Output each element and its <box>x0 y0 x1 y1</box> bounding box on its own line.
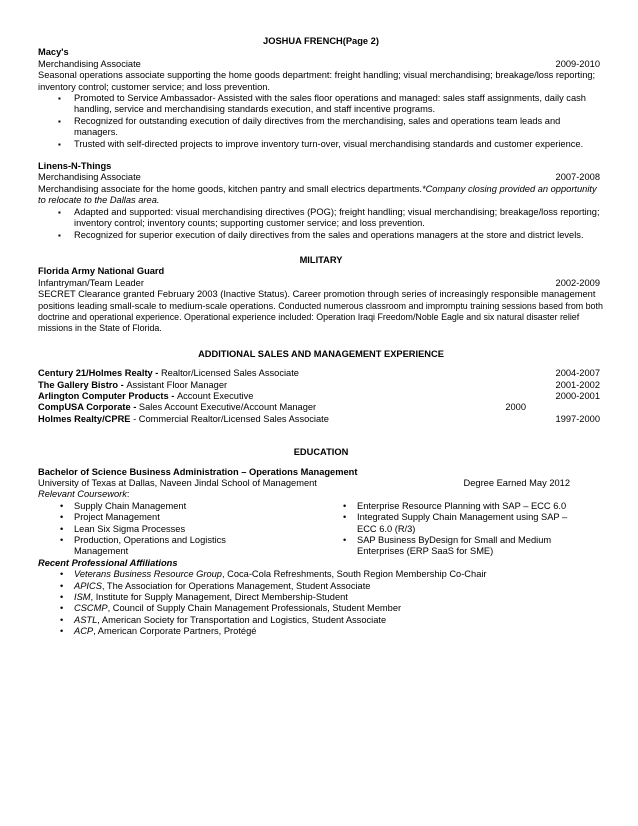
military-dates: 2002-2009 <box>555 277 600 288</box>
list-item <box>38 615 604 626</box>
coursework-label <box>38 489 604 500</box>
job-dates: 2007-2008 <box>555 172 600 183</box>
company-name: Century 21/Holmes Realty - <box>38 368 161 379</box>
list-item <box>38 592 604 603</box>
list-item <box>38 569 604 580</box>
school: University of Texas at Dallas, Naveen Jindal School of Management <box>38 478 317 488</box>
degree-earned: Degree Earned May 2012 <box>463 478 570 488</box>
list-item: ▪ Adapted and supported: visual merchandising directives (POG); freight handling; visual merchandising; breakage/loss reporting; inventory control; inventory counts; supporting customer service; and loss prevention. <box>38 207 604 230</box>
coursework-colon: : <box>126 489 130 500</box>
job-title: Merchandising Associate <box>38 58 141 69</box>
affiliation-name: Veterans Business Resource Group <box>74 569 222 580</box>
list-item <box>38 414 604 425</box>
affiliation-name: ASTL <box>74 614 98 625</box>
company-name: Arlington Computer Products - <box>38 390 177 401</box>
job-bullets <box>38 93 604 150</box>
list-item: ▪ Promoted to Service Ambassador- Assisted with the sales floor operations and managed: sales staff assignments, daily cash handling, service and merchandising standards execution, and staff incentive programs. <box>38 93 604 116</box>
list-item: ▪ Trusted with self-directed projects to improve inventory turn-over, visual merchandising standards and customer experience. <box>38 139 604 150</box>
job-dates: 2009-2010 <box>555 58 600 69</box>
coursework-columns <box>38 501 604 558</box>
list-item: • Enterprise Resource Planning with SAP – ECC 6.0 <box>321 501 604 512</box>
list-item <box>38 603 604 614</box>
job-title: Merchandising Associate <box>38 172 141 183</box>
role: Account Executive <box>176 390 254 401</box>
dates: 2000 <box>505 402 526 413</box>
list-item <box>38 581 604 592</box>
list-item <box>38 402 604 413</box>
dates: 1997-2000 <box>555 413 600 424</box>
education-section <box>38 447 604 638</box>
military-org: Florida Army National Guard <box>38 266 165 277</box>
military-description <box>38 289 604 335</box>
list-item: • Production, Operations and Logistics Management <box>38 535 321 558</box>
military-title-row <box>38 278 604 289</box>
company-name: CompUSA Corporate - <box>38 402 139 413</box>
military-section <box>38 255 604 335</box>
affiliation-detail: , Institute for Supply Management, Direct Membership-Student <box>90 592 348 603</box>
affiliations-label: Recent Professional Affiliations <box>38 557 178 568</box>
job-description-text: Merchandising associate for the home goods, kitchen pantry and small electrics departments. <box>38 183 422 194</box>
list-item <box>38 391 604 402</box>
additional-section <box>38 349 604 425</box>
school-row <box>38 478 604 489</box>
job-bullets <box>38 207 604 241</box>
list-item: • Lean Six Sigma Processes <box>38 524 321 535</box>
job-description: Seasonal operations associate supporting the home goods department: freight handling; visual merchandising; breakage/loss reporting; inventory control; customer service; and loss prevention. <box>38 70 596 92</box>
job-description-note: *Company closing provided an opportunity to relocate to the Dallas area. <box>38 183 597 206</box>
resume-page <box>38 36 604 638</box>
list-item <box>38 626 604 637</box>
military-desc-1: SECRET Clearance granted February 2003 (Inactive Status). Career promotion through series of increasingly responsible management positions leading small-scale to medium-scale operations. <box>38 289 596 311</box>
affiliation-detail: , American Corporate Partners, Protégé <box>93 626 257 637</box>
section-heading: MILITARY <box>299 254 343 265</box>
list-item: ▪ Recognized for outstanding execution of daily directives from the merchandising, sales and operations team leads and managers. <box>38 116 604 139</box>
section-heading: EDUCATION <box>293 447 349 458</box>
company-name: Holmes Realty/CPRE <box>38 413 131 424</box>
page-header: JOSHUA FRENCH(Page 2) <box>263 36 379 46</box>
dates: 2000-2001 <box>555 390 600 401</box>
list-item: • Supply Chain Management <box>38 501 321 512</box>
list-item: ▪ Recognized for superior execution of daily directives from the sales and operations managers at the store and district levels. <box>38 230 604 241</box>
job-description <box>38 184 604 207</box>
military-desc-2: Conducted numerous classroom and impromptu training sessions based from both doctrine and operational experience. Operational experience included: Operation Iraqi Freedom/Noble Eagle and six natural disaster relief missions in the State of Florida. <box>38 300 603 334</box>
dates: 2001-2002 <box>555 379 600 390</box>
job-title-row <box>38 59 604 70</box>
affiliation-detail: , The Association for Operations Management, Student Associate <box>101 580 371 591</box>
role: - Commercial Realtor/Licensed Sales Associate <box>130 413 329 424</box>
role: Realtor/Licensed Sales Associate <box>160 368 299 379</box>
military-title: Infantryman/Team Leader <box>38 277 144 288</box>
dates: 2004-2007 <box>555 368 600 379</box>
degree: Bachelor of Science Business Administration – Operations Management <box>38 466 358 477</box>
affiliation-detail: , American Society for Transportation and Logistics, Student Associate <box>97 614 387 625</box>
list-item: • Project Management <box>38 512 321 523</box>
company-name: The Gallery Bistro - <box>38 379 127 390</box>
affiliation-detail: , Council of Supply Chain Management Professionals, Student Member <box>107 603 402 614</box>
job-company: Macy's <box>38 47 69 58</box>
affiliations-list <box>38 569 604 637</box>
role: Assistant Floor Manager <box>126 379 228 390</box>
affiliation-detail: , Coca-Cola Refreshments, South Region Membership Co-Chair <box>221 569 487 580</box>
section-heading: ADDITIONAL SALES AND MANAGEMENT EXPERIENCE <box>198 348 444 359</box>
coursework-label-text: Relevant Coursework <box>38 489 127 500</box>
job-title-row <box>38 172 604 183</box>
job-linens <box>38 161 604 241</box>
affiliation-name: ISM <box>74 592 91 603</box>
list-item: • Integrated Supply Chain Management using SAP – ECC 6.0 (R/3) <box>321 512 604 535</box>
job-company: Linens-N-Things <box>38 161 112 172</box>
role: Sales Account Executive/Account Manager <box>138 402 317 413</box>
affiliation-name: APICS <box>74 580 102 591</box>
list-item: • SAP Business ByDesign for Small and Medium Enterprises (ERP SaaS for SME) <box>321 535 604 558</box>
affiliation-name: CSCMP <box>74 603 108 614</box>
affiliation-name: ACP <box>74 626 94 637</box>
coursework-right <box>321 501 604 558</box>
list-item <box>38 368 604 379</box>
job-macys <box>38 47 604 150</box>
coursework-left <box>38 501 321 558</box>
list-item <box>38 380 604 391</box>
